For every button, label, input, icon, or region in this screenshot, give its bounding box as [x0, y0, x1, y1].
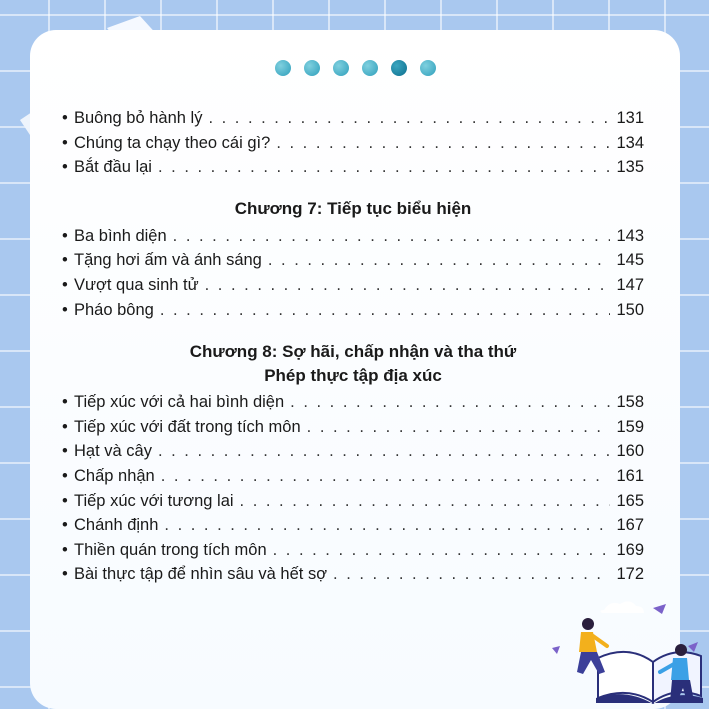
toc-entry-title: Chánh định — [74, 516, 159, 535]
toc-entry-title: Hạt và cây — [74, 442, 152, 461]
dot-leader — [240, 489, 610, 514]
toc-entry — [62, 298, 644, 323]
pagination-dot — [362, 60, 378, 76]
dot-leader — [268, 248, 610, 273]
dot-leader — [205, 273, 610, 298]
toc-entry — [62, 273, 644, 298]
bullet-icon: • — [62, 109, 68, 127]
toc-entry — [62, 131, 644, 156]
toc-group-chapter-7 — [62, 224, 644, 322]
pagination-dots — [30, 60, 680, 76]
chapter-8-subheading: Phép thực tập địa xúc — [264, 366, 442, 386]
toc-entry-title: Bài thực tập để nhìn sâu và hết sợ — [74, 565, 328, 584]
dot-leader — [307, 415, 610, 440]
dot-leader — [290, 390, 610, 415]
pagination-dot — [333, 60, 349, 76]
toc-entry-page: 167 — [616, 516, 644, 535]
bullet-icon: • — [62, 133, 68, 152]
toc-entry-page: 169 — [616, 540, 644, 559]
toc-entry-title: Tiếp xúc với đất trong tích môn — [74, 417, 301, 436]
bullet-icon: • — [62, 466, 68, 485]
toc-entry-page: 172 — [616, 565, 644, 584]
toc-entry-title: Buông bỏ hành lý — [74, 109, 203, 127]
toc-entry-title: Ba bình diện — [74, 226, 167, 245]
chapter-7-heading: Chương 7: Tiếp tục biểu hiện — [234, 198, 472, 218]
toc-entry-page: 131 — [616, 109, 644, 127]
dot-leader — [158, 155, 610, 180]
toc-entry-page: 165 — [616, 491, 644, 510]
toc-entry-page: 160 — [616, 442, 644, 461]
toc-entry — [62, 562, 644, 587]
toc-entry — [62, 538, 644, 563]
bullet-icon: • — [62, 275, 68, 294]
toc-entry — [62, 489, 644, 514]
bullet-icon: • — [62, 300, 68, 319]
toc-entry-page: 150 — [616, 300, 644, 319]
toc-entry-page: 158 — [616, 393, 644, 412]
toc-entry-page: 134 — [616, 133, 644, 152]
toc-entry-title: Bắt đầu lại — [74, 158, 152, 177]
chapter-8-heading: Chương 8: Sợ hãi, chấp nhận và tha thứ — [189, 342, 517, 362]
toc-entry-page: 147 — [616, 275, 644, 294]
bullet-icon: • — [62, 226, 68, 245]
dot-leader — [173, 224, 610, 249]
bullet-icon: • — [62, 417, 68, 436]
dot-leader — [333, 562, 610, 587]
bullet-icon: • — [62, 251, 68, 270]
dot-leader — [208, 106, 610, 131]
dot-leader — [158, 439, 610, 464]
bullet-icon: • — [62, 516, 68, 535]
table-of-contents — [62, 106, 644, 587]
toc-entry-title: Tiếp xúc với cả hai bình diện — [74, 393, 285, 412]
toc-entry-title: Pháo bông — [74, 300, 154, 319]
toc-entry-page: 161 — [616, 466, 644, 485]
pagination-dot-active — [391, 60, 407, 76]
toc-entry — [62, 513, 644, 538]
toc-entry — [62, 106, 644, 131]
toc-entry-title: Chúng ta chạy theo cái gì? — [74, 133, 271, 152]
dot-leader — [273, 538, 610, 563]
toc-group-chapter-8 — [62, 390, 644, 587]
dot-leader — [164, 513, 610, 538]
toc-entry — [62, 224, 644, 249]
toc-entry-title: Chấp nhận — [74, 466, 155, 485]
bullet-icon: • — [62, 565, 68, 584]
toc-entry-title: Vượt qua sinh tử — [74, 275, 199, 294]
bullet-icon: • — [62, 158, 68, 177]
toc-entry-title: Thiền quán trong tích môn — [74, 540, 267, 559]
toc-entry — [62, 415, 644, 440]
toc-entry — [62, 155, 644, 180]
dot-leader — [276, 131, 610, 156]
toc-entry — [62, 464, 644, 489]
pagination-dot — [304, 60, 320, 76]
toc-entry-page: 135 — [616, 158, 644, 177]
bullet-icon: • — [62, 442, 68, 461]
reading-people-illustration — [548, 596, 709, 709]
pagination-dot — [420, 60, 436, 76]
toc-entry-page: 145 — [616, 251, 644, 270]
toc-entry-page: 159 — [616, 417, 644, 436]
toc-entry-page: 143 — [616, 226, 644, 245]
toc-entry-title: Tiếp xúc với tương lai — [74, 491, 234, 510]
pagination-dot — [275, 60, 291, 76]
toc-entry — [62, 390, 644, 415]
bullet-icon: • — [62, 540, 68, 559]
bullet-icon: • — [62, 491, 68, 510]
dot-leader — [161, 464, 610, 489]
toc-entry — [62, 248, 644, 273]
toc-entry-title: Tặng hơi ấm và ánh sáng — [74, 251, 262, 270]
toc-entry — [62, 439, 644, 464]
bullet-icon: • — [62, 393, 68, 412]
toc-group-1 — [62, 106, 644, 180]
dot-leader — [160, 298, 610, 323]
